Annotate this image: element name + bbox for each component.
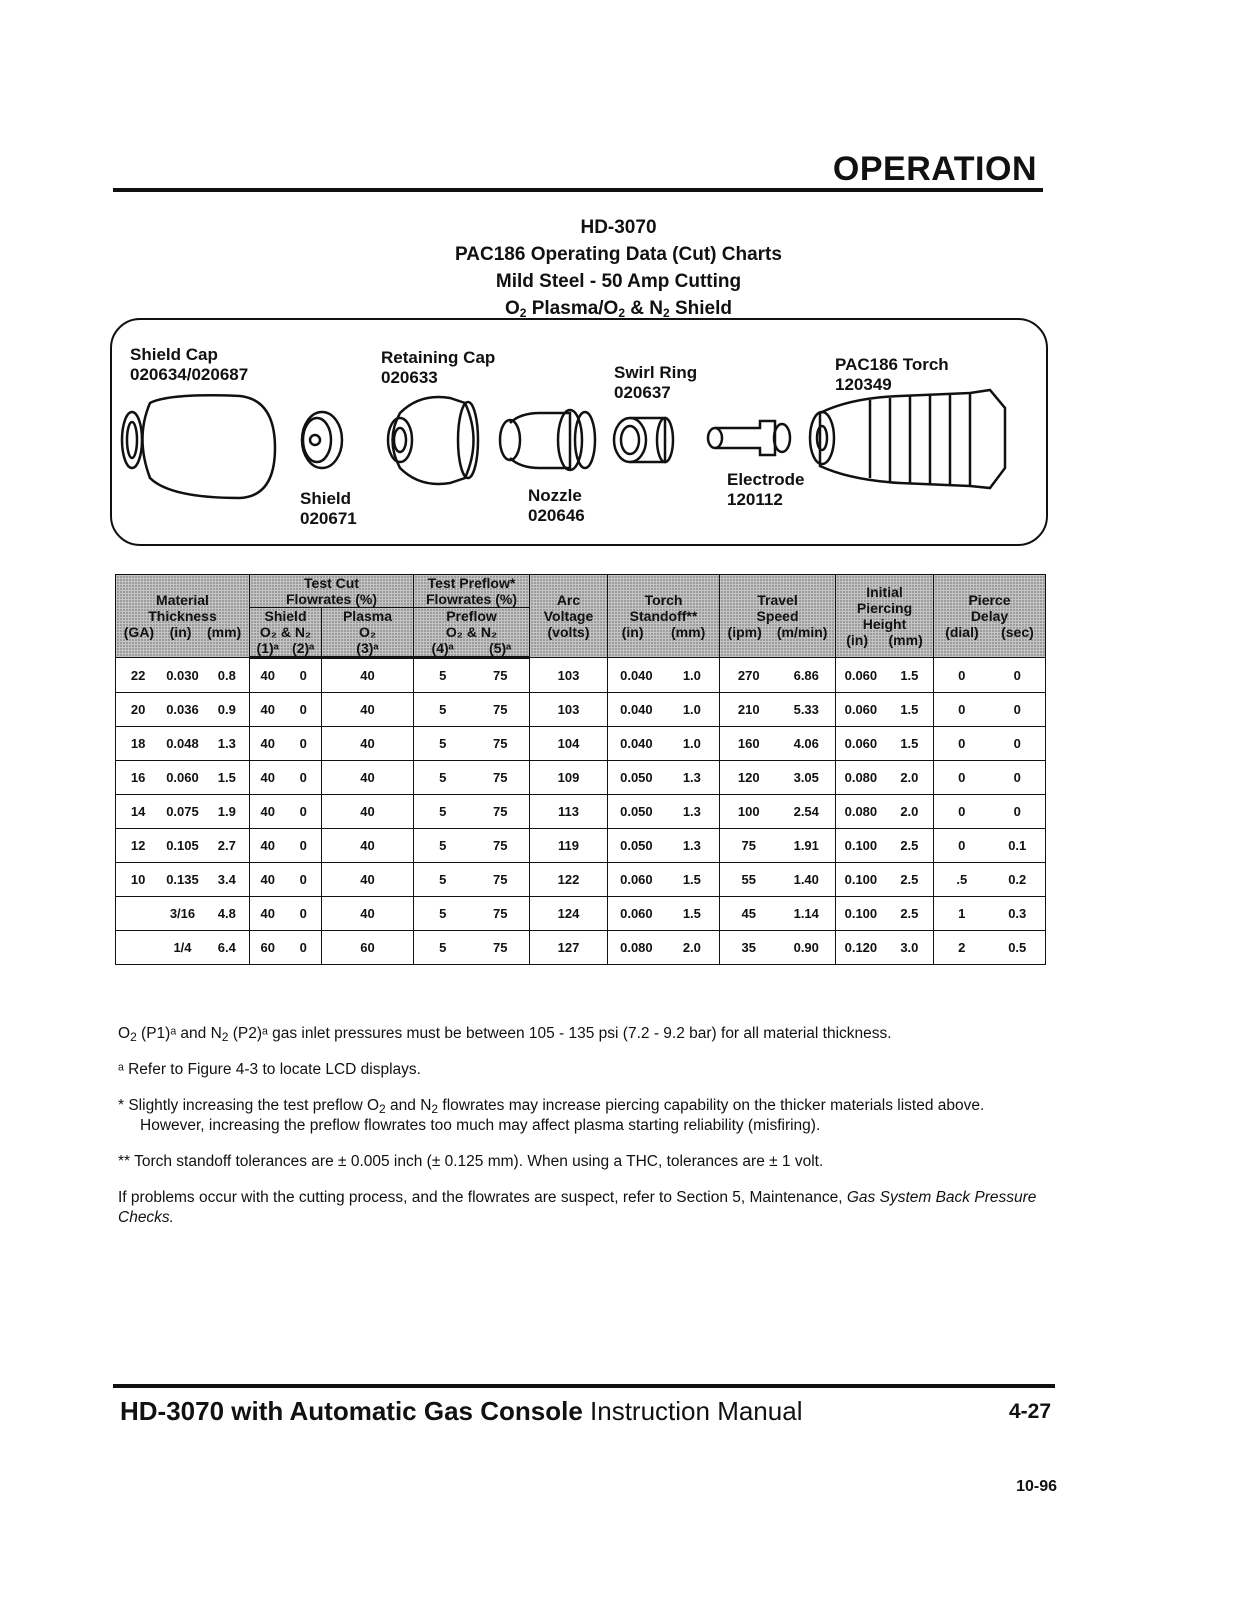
cell-value: 5	[439, 872, 447, 887]
table-cell	[720, 897, 836, 931]
operating-data-table	[115, 574, 1046, 965]
cell-value: 2.0	[682, 940, 701, 955]
cell-value: 75	[493, 770, 508, 785]
table-cell	[116, 795, 250, 829]
cell-value: 0.2	[1008, 872, 1027, 887]
cell-value: 2.0	[900, 804, 919, 819]
cell-value: 1.5	[217, 770, 236, 785]
torch-drawing	[810, 390, 1005, 488]
table-cell	[836, 761, 934, 795]
title-block	[0, 214, 1237, 322]
cell-value: 1.5	[900, 702, 919, 717]
revision-date: 10-96	[1016, 1478, 1057, 1495]
cell-value: 0.040	[620, 702, 653, 717]
table-cell	[720, 658, 836, 693]
cell-value: 0.100	[844, 906, 878, 921]
cell-value: 0	[299, 668, 307, 683]
cell-value: 22	[130, 667, 146, 683]
piercing-height-header: Initial Piercing Height (in) (mm)	[836, 575, 934, 658]
cell-value: 0.040	[620, 667, 653, 683]
cell-value: 4.06	[793, 736, 819, 751]
cell-value: 160	[737, 736, 760, 751]
swirl-ring-drawing	[614, 418, 673, 462]
cell-value: 0.1	[1008, 838, 1027, 853]
table-row	[116, 761, 1046, 795]
cell-value: 18	[130, 736, 146, 751]
cell-value: 0	[299, 770, 307, 785]
preflow-subheader: Preflow O₂ & N₂ (4)ᵃ (5)ᵃ	[414, 608, 530, 658]
cell-value: 0.060	[844, 736, 878, 751]
table-cell	[250, 829, 322, 863]
header-rule	[113, 188, 1043, 192]
table-cell	[116, 727, 250, 761]
cell-value: 100	[737, 804, 760, 819]
cell-value: 60	[360, 940, 375, 955]
table-cell	[608, 829, 720, 863]
cell-value: 270	[737, 667, 760, 683]
cell-value: 1.40	[793, 872, 819, 887]
cell-value: 40	[360, 872, 375, 887]
table-cell	[836, 829, 934, 863]
table-cell	[836, 727, 934, 761]
header-row-top	[116, 575, 1046, 608]
cell-value: 1.0	[682, 667, 701, 683]
cell-value: 0.100	[844, 872, 878, 887]
table-cell	[608, 727, 720, 761]
cell-value: 5.33	[793, 702, 819, 717]
cell-value: 103	[557, 702, 580, 717]
cell-value: 40	[260, 668, 275, 683]
cell-value: 3.05	[793, 770, 819, 785]
cell-value: 0.050	[620, 804, 653, 819]
cell-value: 0	[299, 804, 307, 819]
table-cell	[322, 658, 414, 693]
cell-value: 1.5	[900, 667, 919, 683]
footer-title: HD-3070 with Automatic Gas Console Instruction Manual	[120, 1396, 803, 1426]
note-maintenance: If problems occur with the cutting process, and the flowrates are suspect, refer to Section 5, Maintenance, Gas System Back Pressure Checks.	[118, 1189, 1037, 1226]
cell-value: 0.9	[217, 702, 236, 717]
footer-rule	[113, 1384, 1055, 1388]
cell-value: 75	[493, 804, 508, 819]
table-body	[116, 658, 1046, 965]
table-row	[116, 931, 1046, 965]
table-cell	[836, 897, 934, 931]
cell-value: 0.060	[620, 872, 653, 887]
cell-value: 1.5	[682, 872, 701, 887]
table-cell	[250, 863, 322, 897]
cell-value: 75	[493, 736, 508, 751]
table-cell	[530, 795, 608, 829]
table-cell	[322, 829, 414, 863]
title-line-4: $O_2$ Plasma/$O_2$ & $N_2$ Shield	[504, 298, 733, 320]
cell-value: 1.3	[682, 804, 701, 819]
table-cell	[836, 863, 934, 897]
cell-value: 40	[360, 804, 375, 819]
table-cell	[608, 693, 720, 727]
cell-value: 0.100	[844, 838, 878, 853]
cell-value: 0	[299, 838, 307, 853]
cell-value: 2	[958, 940, 966, 955]
table-row	[116, 658, 1046, 693]
table-cell	[414, 829, 530, 863]
cell-value: 5	[439, 736, 447, 751]
cell-value: 0	[299, 736, 307, 751]
table-cell	[934, 658, 1046, 693]
cell-value: 5	[439, 702, 447, 717]
cell-value: 20	[130, 702, 146, 717]
table-row	[116, 727, 1046, 761]
cell-value: 5	[439, 804, 447, 819]
table-cell	[414, 761, 530, 795]
cell-value: 60	[260, 940, 275, 955]
shield-subheader: Shield O₂ & N₂ (1)ᵃ (2)ᵃ	[250, 608, 322, 658]
nozzle-label: Nozzle 020646	[528, 486, 585, 525]
table-cell	[608, 931, 720, 965]
cell-value: 0	[1013, 667, 1021, 683]
table-cell	[934, 897, 1046, 931]
table-cell	[116, 829, 250, 863]
table-cell	[322, 761, 414, 795]
cell-value: 0	[1013, 736, 1021, 751]
cell-value: 40	[260, 838, 275, 853]
cell-value: 40	[360, 736, 375, 751]
cell-value: 0.060	[844, 702, 878, 717]
title-line-1: HD-3070	[580, 217, 657, 238]
table-cell	[934, 727, 1046, 761]
table-cell	[322, 897, 414, 931]
table-cell	[116, 761, 250, 795]
table-cell	[934, 829, 1046, 863]
table-cell	[720, 761, 836, 795]
table-cell	[322, 795, 414, 829]
cell-value: 1.0	[682, 736, 701, 751]
cell-value: 0.050	[620, 838, 653, 853]
arc-voltage-header: Arc Voltage (volts)	[530, 575, 608, 658]
plasma-subheader: Plasma O₂ (3)ᵃ	[322, 608, 414, 658]
table-cell	[934, 693, 1046, 727]
cell-value: 2.7	[217, 838, 236, 853]
table-cell	[322, 863, 414, 897]
cell-value: 0.120	[844, 940, 878, 955]
table-cell	[116, 897, 250, 931]
cell-value: 0.060	[166, 770, 199, 785]
cell-value: 40	[360, 702, 375, 717]
shield-cap-label: Shield Cap 020634/020687	[130, 345, 249, 384]
table-cell	[250, 658, 322, 693]
table-cell	[934, 761, 1046, 795]
table-cell	[414, 795, 530, 829]
cell-value: 5	[439, 940, 447, 955]
cell-value: 1/4	[173, 940, 192, 955]
cell-value: 0.3	[1008, 906, 1027, 921]
cell-value: 0	[1013, 770, 1021, 785]
table-cell	[116, 931, 250, 965]
cell-value: 12	[130, 838, 146, 853]
cell-value: 2.5	[900, 872, 919, 887]
table-cell	[414, 863, 530, 897]
cell-value: 40	[360, 770, 375, 785]
cell-value: 6.4	[217, 940, 236, 955]
shield-cap-drawing	[122, 395, 275, 498]
test-preflow-header: Test Preflow* Flowrates (%)	[414, 575, 530, 608]
table-cell	[322, 727, 414, 761]
table-cell	[414, 727, 530, 761]
cell-value: 0.040	[620, 736, 653, 751]
cell-value: 104	[557, 736, 580, 751]
note-gas-pressure: $O_2$ (P1)ᵃ and $N_2$ (P2)ᵃ gas inlet pressures must be between 105 - 135 psi (7.2 - 9.2 bar) for all material thickness.	[118, 1025, 892, 1044]
pierce-delay-header: Pierce Delay (dial) (sec)	[934, 575, 1046, 658]
table-cell	[250, 931, 322, 965]
cell-value: 0	[299, 940, 307, 955]
table-cell	[116, 693, 250, 727]
table-cell	[414, 693, 530, 727]
cell-value: 40	[360, 668, 375, 683]
cell-value: 103	[557, 667, 580, 683]
cell-value: 127	[557, 940, 580, 955]
cell-value: 3.4	[217, 872, 236, 887]
cell-value: 40	[360, 906, 375, 921]
cell-value: 40	[360, 838, 375, 853]
title-line-2: PAC186 Operating Data (Cut) Charts	[455, 244, 782, 265]
table-cell	[720, 863, 836, 897]
cell-value: 109	[557, 770, 580, 785]
table-cell	[608, 761, 720, 795]
table-cell	[836, 658, 934, 693]
cell-value: 4.8	[217, 906, 236, 921]
table-cell	[720, 931, 836, 965]
cell-value: 0.90	[793, 940, 819, 955]
table-cell	[250, 693, 322, 727]
cell-value: 0.080	[844, 770, 878, 785]
nozzle-drawing	[500, 410, 595, 470]
table-cell	[530, 829, 608, 863]
cell-value: 1.14	[793, 906, 819, 921]
table-cell	[322, 931, 414, 965]
table-cell	[250, 761, 322, 795]
cell-value: 0	[299, 906, 307, 921]
cell-value: 0.036	[166, 702, 199, 717]
cell-value: 0	[958, 770, 966, 785]
table-cell	[250, 897, 322, 931]
cell-value: 1.5	[682, 906, 701, 921]
cell-value: 6.86	[793, 667, 819, 683]
cell-value: 0	[958, 702, 966, 717]
torch-label: PAC186 Torch 120349	[835, 355, 949, 394]
torch-standoff-header: Torch Standoff** (in) (mm)	[608, 575, 720, 658]
table-cell	[530, 931, 608, 965]
cell-value: 1	[958, 906, 966, 921]
cell-value: 1.3	[682, 770, 701, 785]
table-cell	[530, 658, 608, 693]
cell-value: 119	[558, 838, 579, 853]
note-preflow: * Slightly increasing the test preflow $O_2$ and $N_2$ flowrates may increase piercing capability on the thicker materials listed above. However, increasing the preflow flowrates too much may affect plasma starting reliability (misfiring).	[118, 1097, 985, 1134]
table-cell	[720, 727, 836, 761]
cell-value: 210	[737, 702, 760, 717]
cell-value: 14	[130, 804, 146, 819]
cell-value: 75	[493, 668, 508, 683]
table-cell	[414, 658, 530, 693]
material-subheaders: (GA) (in) (mm)	[123, 624, 242, 640]
material-header: Material Thickness (GA) (in) (mm)	[116, 575, 250, 658]
shield-label: Shield 020671	[300, 489, 357, 528]
cell-value: 0	[958, 804, 966, 819]
cell-value: 0.135	[166, 872, 199, 887]
cell-value: 1.91	[793, 838, 819, 853]
cell-value: .5	[956, 872, 968, 887]
cell-value: 0.060	[844, 667, 878, 683]
shield-drawing	[302, 412, 342, 468]
cell-value: 40	[260, 804, 275, 819]
cell-value: 3/16	[169, 906, 196, 921]
cell-value: 3.0	[900, 940, 919, 955]
cell-value: 40	[260, 872, 275, 887]
table-cell	[530, 693, 608, 727]
cell-value: 124	[557, 906, 580, 921]
cell-value: 1.3	[217, 736, 236, 751]
table-cell	[720, 693, 836, 727]
cell-value: 0.030	[166, 667, 199, 683]
cell-value: 120	[737, 770, 760, 785]
cell-value: 5	[439, 668, 447, 683]
table-cell	[720, 829, 836, 863]
table-cell	[608, 897, 720, 931]
cell-value: 40	[260, 770, 275, 785]
cell-value: 1.9	[217, 804, 236, 819]
cell-value: 0.080	[844, 804, 878, 819]
table-cell	[934, 931, 1046, 965]
cell-value: 0.8	[217, 667, 236, 683]
cell-value: 0	[958, 736, 966, 751]
cell-value: 40	[260, 702, 275, 717]
cell-value: 1.3	[682, 838, 701, 853]
table-cell	[414, 931, 530, 965]
table-cell	[250, 727, 322, 761]
cell-value: 0.105	[166, 838, 199, 853]
cell-value: 2.0	[900, 770, 919, 785]
electrode-drawing	[708, 421, 790, 455]
page-number: 4-27	[1008, 1400, 1051, 1423]
table-cell	[836, 795, 934, 829]
cell-value: 5	[439, 838, 447, 853]
table-cell	[116, 863, 250, 897]
table-cell	[530, 727, 608, 761]
table-row	[116, 897, 1046, 931]
cell-value: 0.048	[166, 736, 199, 751]
notes-section	[118, 1024, 1048, 1244]
cell-value: 16	[130, 770, 146, 785]
cell-value: 2.5	[900, 838, 919, 853]
cell-value: 1.0	[682, 702, 701, 717]
cell-value: 113	[558, 804, 579, 819]
cell-value: 75	[741, 838, 756, 853]
table-row	[116, 693, 1046, 727]
retaining-cap-label: Retaining Cap 020633	[381, 348, 496, 387]
note-standoff: ** Torch standoff tolerances are ± 0.005 inch (± 0.125 mm). When using a THC, tolerances are ± 1 volt.	[118, 1153, 824, 1170]
cell-value: 40	[260, 906, 275, 921]
cell-value: 35	[741, 940, 756, 955]
table-cell	[934, 863, 1046, 897]
cell-value: 5	[439, 770, 447, 785]
table-cell	[414, 897, 530, 931]
retaining-cap-drawing	[388, 397, 478, 484]
table-row	[116, 795, 1046, 829]
section-title: OPERATION	[832, 150, 1037, 188]
travel-speed-header: Travel Speed (ipm) (m/min)	[720, 575, 836, 658]
cell-value: 0	[1013, 702, 1021, 717]
table-cell	[530, 863, 608, 897]
electrode-label: Electrode 120112	[727, 470, 805, 509]
cell-value: 75	[493, 702, 508, 717]
cell-value: 55	[741, 872, 756, 887]
cell-value: 0.050	[620, 770, 653, 785]
cell-value: 75	[493, 872, 508, 887]
cell-value: 0.075	[166, 804, 199, 819]
swirl-ring-label: Swirl Ring 020637	[614, 363, 698, 402]
table-cell	[530, 761, 608, 795]
table-cell	[934, 795, 1046, 829]
cell-value: 75	[493, 940, 508, 955]
cell-value: 5	[439, 906, 447, 921]
cell-value: 2.54	[793, 804, 819, 819]
title-line-3: Mild Steel - 50 Amp Cutting	[495, 271, 742, 292]
table-row	[116, 829, 1046, 863]
cell-value: 0	[299, 702, 307, 717]
cell-value: 10	[130, 872, 146, 887]
cell-value: 2.5	[900, 906, 919, 921]
table-cell	[116, 658, 250, 693]
cell-value: 75	[493, 838, 508, 853]
table-cell	[836, 931, 934, 965]
cell-value: 0.080	[620, 940, 653, 955]
table-cell	[608, 863, 720, 897]
cell-value: 0	[958, 838, 966, 853]
cell-value: 40	[260, 736, 275, 751]
cell-value: 0	[299, 872, 307, 887]
cell-value: 0.5	[1008, 940, 1027, 955]
note-lcd: ᵃ Refer to Figure 4-3 to locate LCD displays.	[118, 1061, 421, 1078]
table-cell	[608, 658, 720, 693]
table-cell	[250, 795, 322, 829]
cell-value: 0	[1013, 804, 1021, 819]
cell-value: 75	[493, 906, 508, 921]
table-cell	[836, 693, 934, 727]
table-cell	[608, 795, 720, 829]
table-cell	[530, 897, 608, 931]
cell-value: 122	[557, 872, 580, 887]
table-row	[116, 863, 1046, 897]
cell-value: 1.5	[900, 736, 919, 751]
cell-value: 0	[958, 667, 966, 683]
table-cell	[322, 693, 414, 727]
table-cell	[720, 795, 836, 829]
cell-value: 45	[741, 906, 756, 921]
test-cut-header: Test Cut Flowrates (%)	[250, 575, 414, 608]
cell-value: 0.060	[620, 906, 653, 921]
